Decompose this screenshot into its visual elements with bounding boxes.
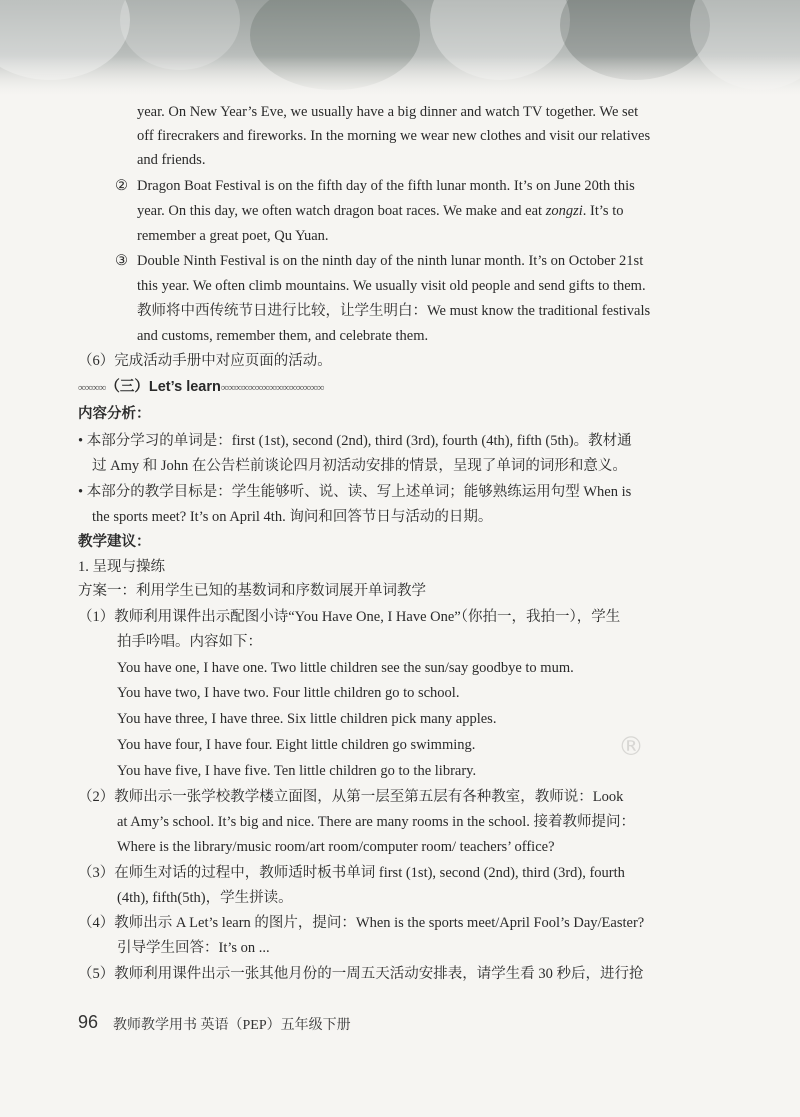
poem-line: You have four, I have four. Eight little children go swimming. [117, 737, 476, 753]
item-6: （6）完成活动手册中对应页面的活动。 [78, 353, 332, 369]
para-2-line-2-text: year. On this day, we often watch dragon boat races. We make and eat [137, 203, 543, 219]
header-banner-image [0, 0, 800, 96]
analysis-heading: 内容分析： [78, 406, 151, 422]
para-3-number: ③ [115, 253, 128, 269]
section-dots-left: ∞∞∞∞ [78, 382, 106, 394]
analysis-bullet-2-line-2: the sports meet? It’s on April 4th. 询问和回答节日与活动的日期。 [92, 509, 493, 525]
item-1-line-2: 拍手吟唱。内容如下： [117, 634, 262, 650]
registered-mark: ® [618, 732, 644, 762]
para-2-line-2 [137, 202, 623, 220]
poem-line: You have two, I have two. Four little children go to school. [117, 685, 460, 701]
para-1-line-1: year. On New Year’s Eve, we usually have a big dinner and watch TV together. We set [137, 104, 639, 120]
poem-line: You have three, I have three. Six little children pick many apples. [117, 711, 497, 727]
poem-line: You have one, I have one. Two little children see the sun/say goodbye to mum. [117, 660, 574, 676]
para-1-line-2: off firecrakers and fireworks. In the morning we wear new clothes and visit our relatives [137, 128, 651, 144]
item-4-line-1: （4）教师出示 A Let’s learn 的图片，提问：When is the sports meet/April Fool’s Day/Easter? [78, 915, 645, 931]
para-2-line-3: remember a great poet, Qu Yuan. [137, 228, 329, 244]
item-3-line-2: (4th), fifth(5th)，学生拼读。 [117, 890, 293, 906]
item-1-line-1: （1）教师利用课件出示配图小诗“You Have One, I Have One”（你拍一，我拍一），学生 [78, 609, 621, 625]
item-2-line-1: （2）教师出示一张学校教学楼立面图，从第一层至第五层有各种教室，教师说：Look [78, 789, 624, 805]
item-2-line-2: at Amy’s school. It’s big and nice. There are many rooms in the school. 接着教师提问： [117, 814, 636, 830]
analysis-bullet-1-line-1: • 本部分学习的单词是：first (1st), second (2nd), third (3rd), fourth (4th), fifth (5th)。教材通 [78, 433, 632, 449]
para-2-line-1: Dragon Boat Festival is on the fifth day of the fifth lunar month. It’s on June 20th this [137, 178, 635, 194]
section-title: （三）Let’s learn [105, 379, 221, 395]
page-number: 96 [78, 1012, 99, 1032]
poem-line: You have five, I have five. Ten little children go to the library. [117, 763, 477, 779]
para-3-line-1: Double Ninth Festival is on the ninth day of the ninth lunar month. It’s on October 21st [137, 253, 644, 269]
item-4-line-2: 引导学生回答：It’s on ... [117, 940, 270, 956]
zongzi-word: zongzi [545, 203, 583, 219]
suggest-step-1: 1. 呈现与操练 [78, 559, 165, 575]
para-3-line-4: and customs, remember them, and celebrate them. [137, 328, 429, 344]
suggest-plan: 方案一：利用学生已知的基数词和序数词展开单词教学 [78, 583, 426, 599]
suggest-heading: 教学建议： [78, 534, 151, 550]
section-dots-right: ∞∞∞∞∞∞∞∞∞∞∞∞∞∞∞ [220, 382, 324, 394]
item-2-line-3: Where is the library/music room/art room/computer room/ teachers’ office? [117, 839, 555, 855]
analysis-bullet-2-line-1: • 本部分的教学目标是：学生能够听、说、读、写上述单词；能够熟练运用句型 When is [78, 484, 632, 500]
section-heading [78, 378, 324, 397]
para-3-line-3: 教师将中西传统节日进行比较，让学生明白：We must know the traditional festivals [137, 303, 651, 319]
para-3-line-2: this year. We often climb mountains. We usually visit old people and send gifts to them. [137, 278, 646, 294]
analysis-bullet-1-line-2: 过 Amy 和 John 在公告栏前谈论四月初活动安排的情景，呈现了单词的词形和意义。 [92, 458, 627, 474]
footer-book-title: 教师教学用书 英语（PEP）五年级下册 [113, 1018, 351, 1033]
para-2-number: ② [115, 178, 128, 194]
item-5-line-1: （5）教师利用课件出示一张其他月份的一周五天活动安排表，请学生看 30 秒后，进行抢 [78, 966, 644, 982]
item-3-line-1: （3）在师生对话的过程中，教师适时板书单词 first (1st), second (2nd), third (3rd), fourth [78, 865, 625, 881]
para-2-line-2-end: . It’s to [582, 203, 624, 219]
para-1-line-3: and friends. [137, 152, 206, 168]
